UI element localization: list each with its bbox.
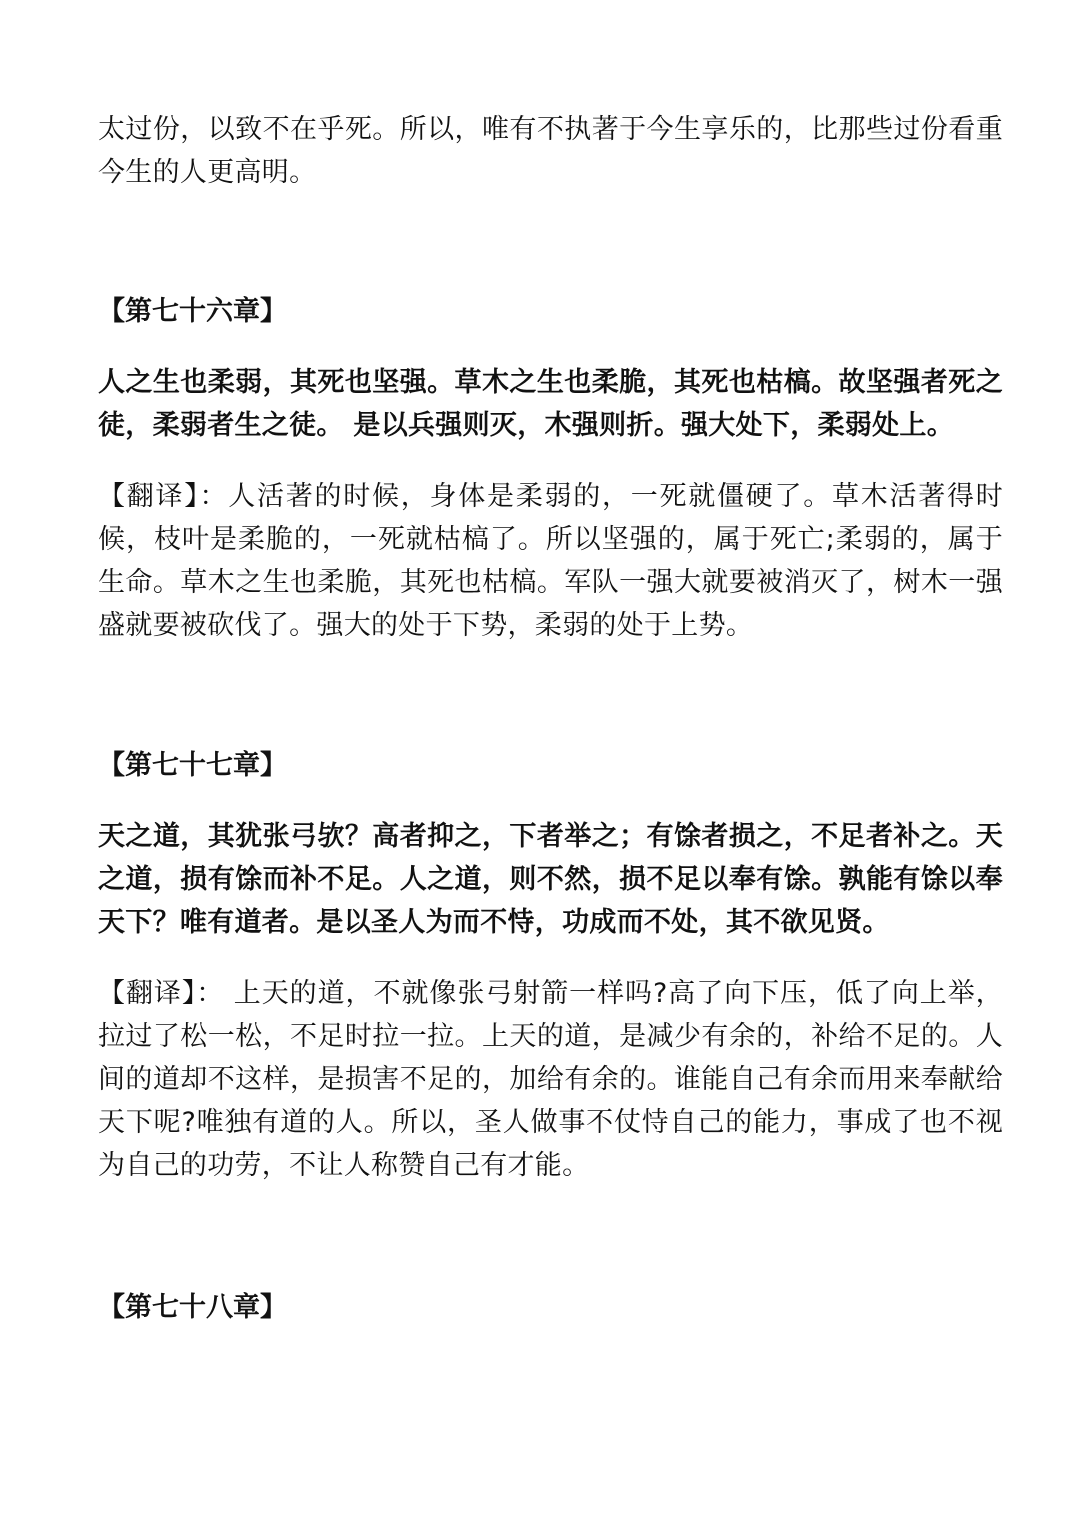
chapter-76-heading: 【第七十六章】 (98, 296, 287, 327)
chapter-77-translation: 【翻译】： 上天的道，不就像张弓射箭一样吗?高了向下压，低了向上举，拉过了松一松，不足时拉一拉。上天的道，是减少有余的，补给不足的。人间的道却不这样，是损害不足的，加给有余的。谁能自己有余而用来奉献给天下呢?唯独有道的人。所以，圣人做事不仗恃自己的能力，事成了也不视为自己的功劳，不让人称赞自己有才能。 (98, 978, 1003, 1181)
chapter-77-original-text: 天之道，其犹张弓欤？高者抑之，下者举之；有馀者损之，不足者补之。天之道，损有馀而补不足。人之道，则不然，损不足以奉有馀。孰能有馀以奉天下？唯有道者。是以圣人为而不恃，功成而不处，其不欲见贤。 (98, 821, 1003, 938)
chapter-76-translation: 【翻译】：人活著的时候，身体是柔弱的，一死就僵硬了。草木活著得时候，枝叶是柔脆的，一死就枯槁了。所以坚强的，属于死亡;柔弱的，属于生命。草木之生也柔脆，其死也枯槁。军队一强大就要被消灭了，树木一强盛就要被砍伐了。强大的处于下势，柔弱的处于上势。 (98, 481, 1003, 641)
intro-paragraph: 太过份，以致不在乎死。所以，唯有不执著于今生享乐的，比那些过份看重今生的人更高明。 (98, 114, 1003, 188)
chapter-76-original-text: 人之生也柔弱，其死也坚强。草木之生也柔脆，其死也枯槁。故坚强者死之徒，柔弱者生之徒。 是以兵强则灭，木强则折。强大处下，柔弱处上。 (98, 367, 1003, 441)
chapter-77-heading: 【第七十七章】 (98, 750, 287, 781)
chapter-78-heading: 【第七十八章】 (98, 1292, 287, 1323)
